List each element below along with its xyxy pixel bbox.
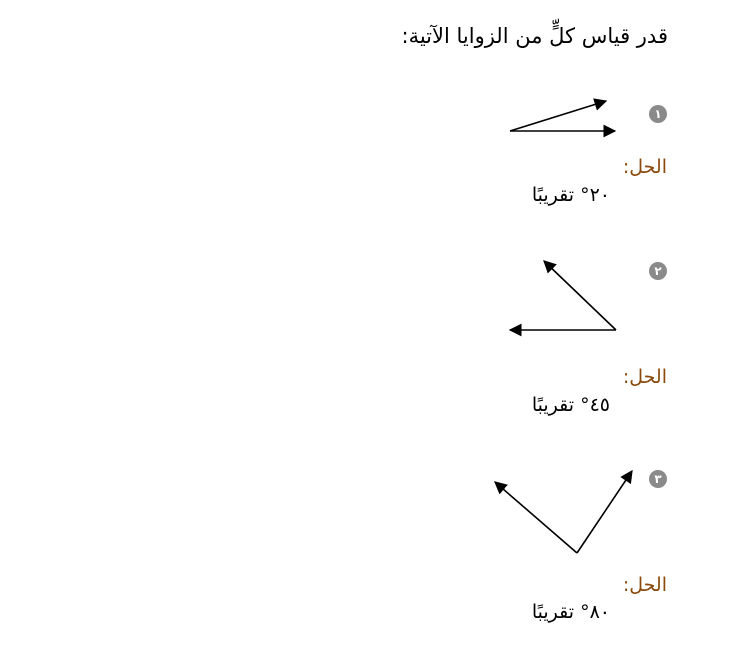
exercise-number-badge: ٢ (649, 262, 667, 280)
solution-answer: ٢٠° تقريبًا (531, 184, 610, 206)
angle-3-ray-left (495, 482, 577, 553)
exercise-number-badge: ٣ (649, 470, 667, 488)
solution-answer: ٨٠° تقريبًا (531, 601, 610, 623)
solution-label: الحل: (622, 574, 667, 596)
instruction-text: قدر قياس كلٍّ من الزوايا الآتية: (401, 24, 668, 48)
solution-answer: ٤٥° تقريبًا (531, 394, 610, 416)
solution-label: الحل: (622, 366, 667, 388)
exercise-number-badge: ١ (649, 105, 667, 123)
solution-label: الحل: (622, 156, 667, 178)
angle-3-ray-right (577, 471, 632, 553)
